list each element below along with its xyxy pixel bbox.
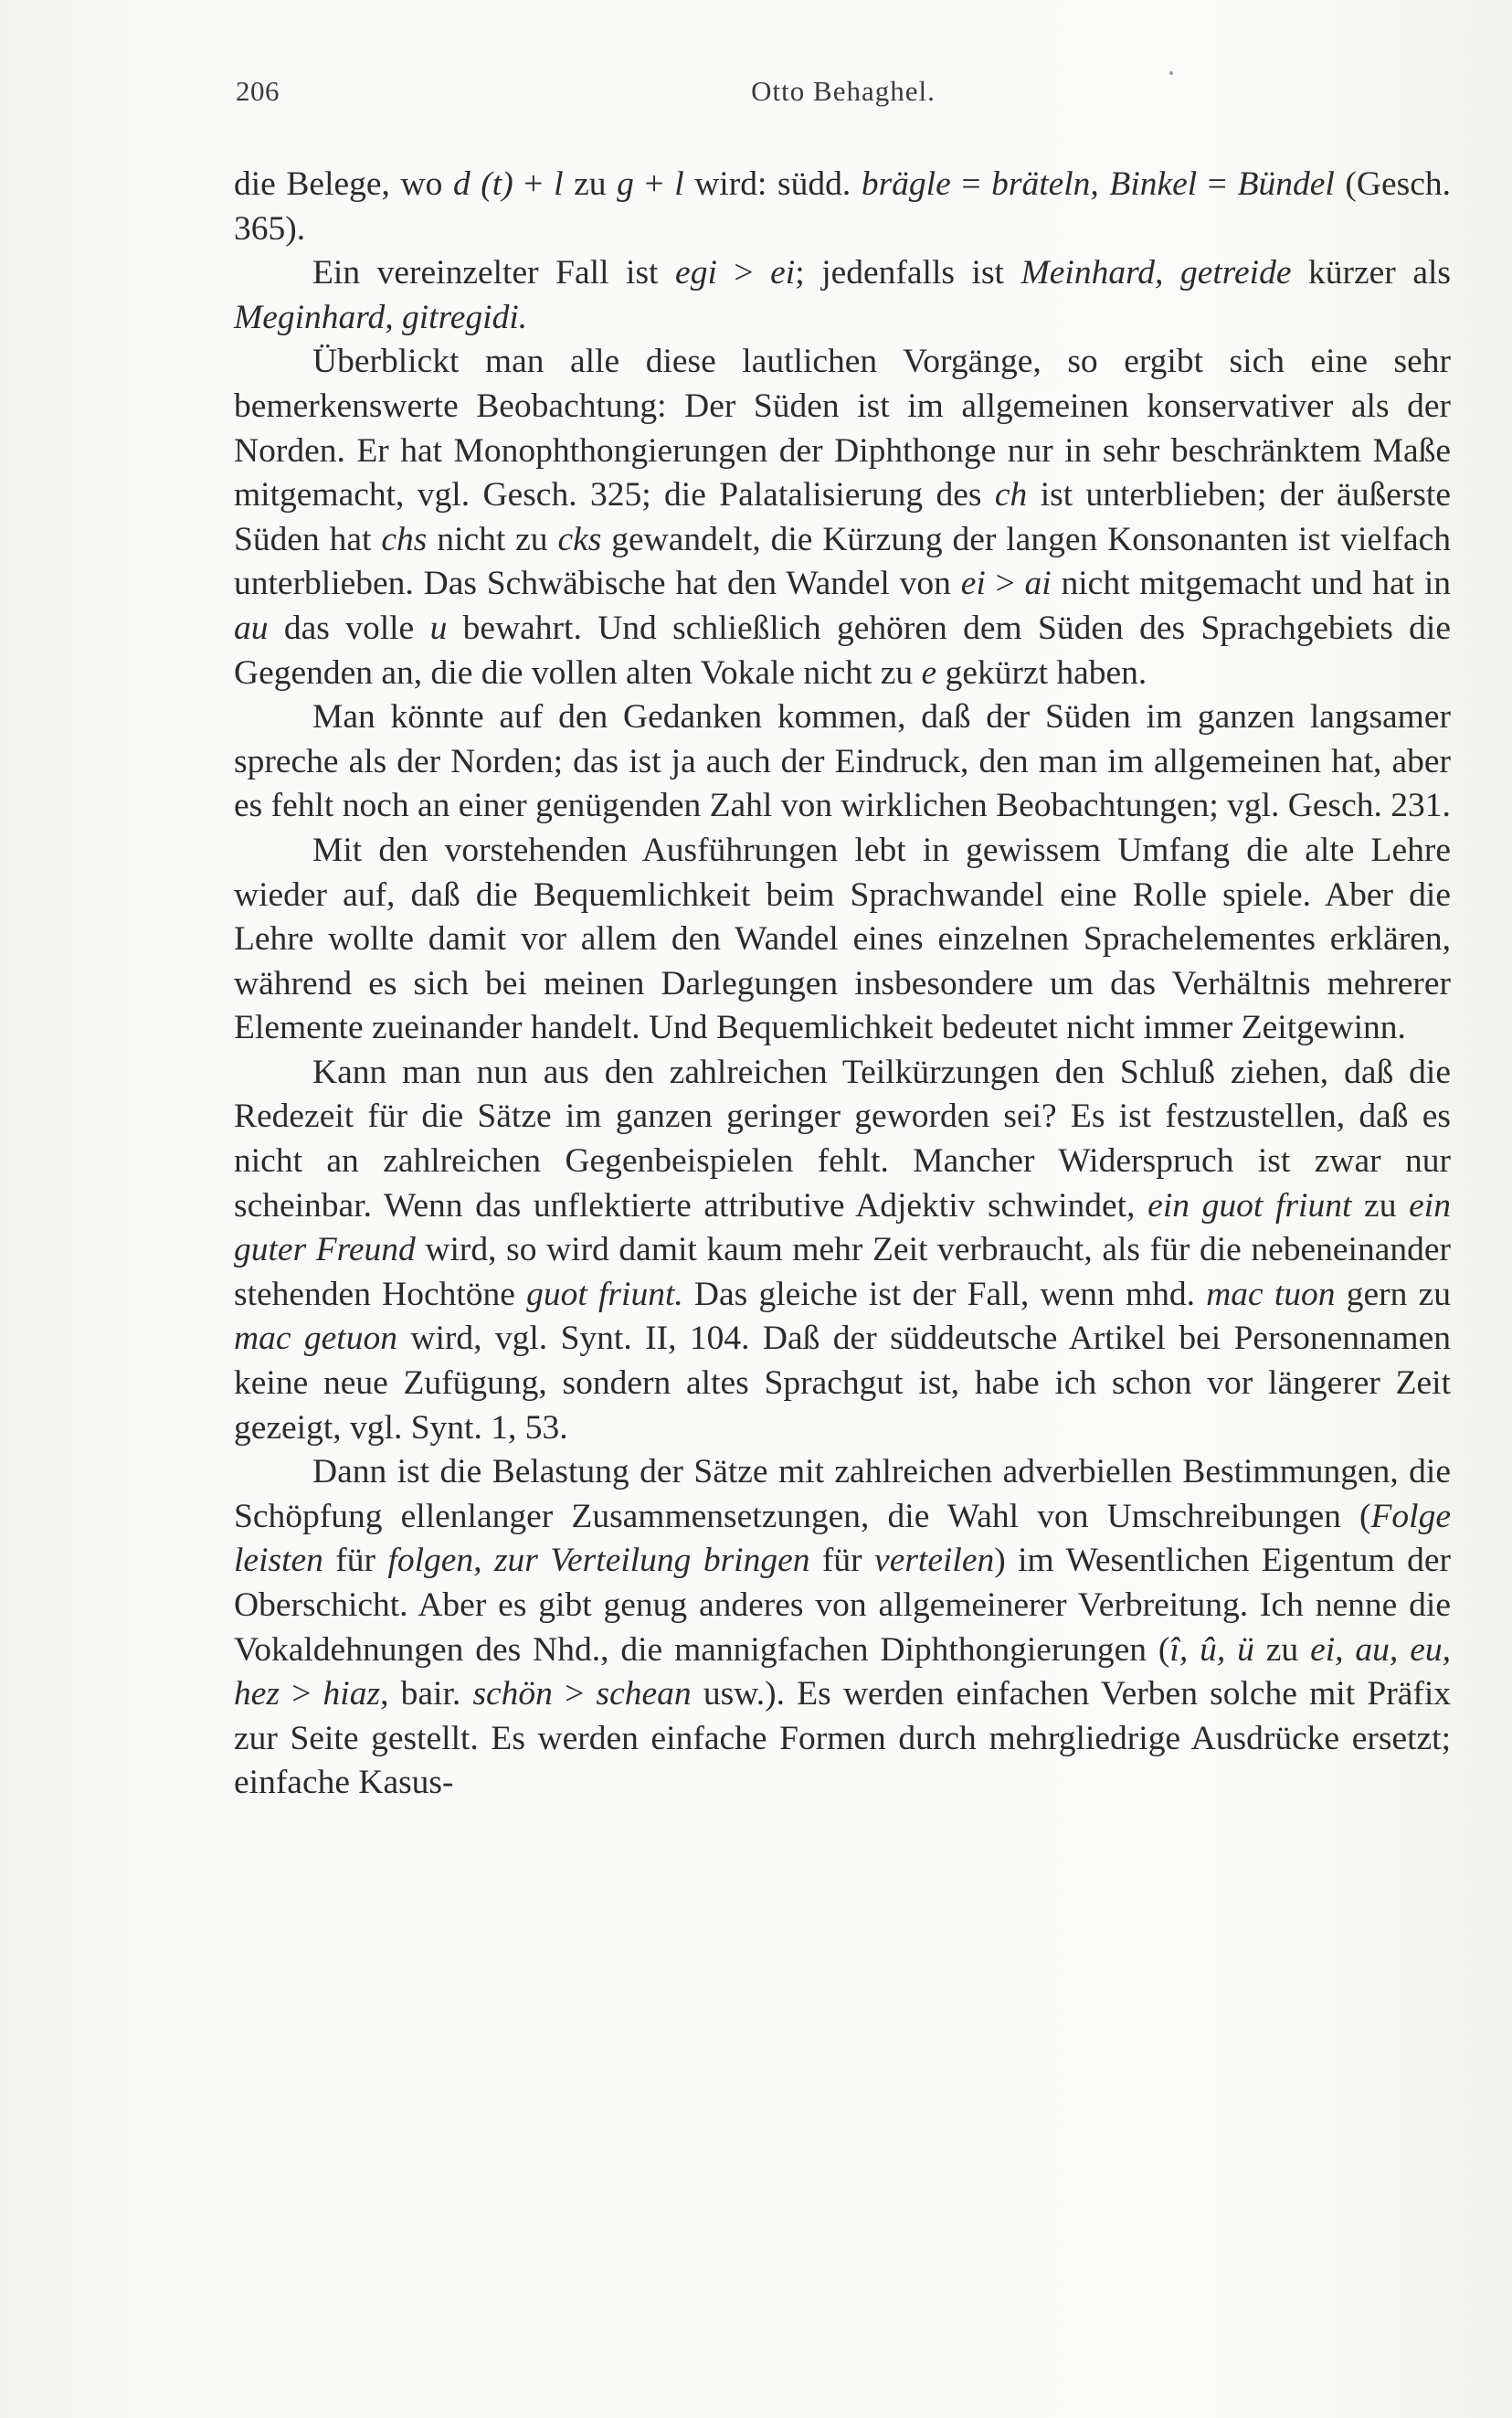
text-run: , bair.: [380, 1675, 473, 1713]
text-run: (Gesch. 365).: [234, 165, 1451, 248]
text-run: Mit den vorstehenden Ausführungen lebt in gewissem Umfang die alte Lehre wieder auf, daß die Bequemlichkeit beim Sprachwandel eine Rolle spiele. Aber die Lehre wollte damit vor allem den Wandel eines einzelnen Sprachelementes erklären, während es sich bei meinen Darlegungen insbesondere um das Verhältnis mehrerer Elemente zueinander handelt. Und Bequemlichkeit bedeutet nicht immer Zeitgewinn.: [234, 831, 1451, 1047]
italic-term: e: [921, 653, 937, 692]
text-run: Kann man nun aus den zahlreichen Teilkürzungen den Schluß ziehen, daß die Redezeit für die Sätze im ganzen geringer geworden sei? Es ist festzustellen, daß es nicht an zahlreichen Gegenbeispielen fehlt. Mancher Widerspruch ist zwar nur scheinbar. Wenn das unflektierte attributive Adjektiv schwindet,: [234, 1053, 1451, 1225]
italic-term: ai: [1024, 565, 1052, 603]
italic-term: d (t): [452, 165, 513, 203]
italic-term: guot friunt.: [526, 1275, 683, 1313]
italic-term: hiaz: [322, 1675, 381, 1713]
text-run: >: [985, 565, 1025, 603]
text-run: >: [552, 1675, 597, 1713]
text-run: >: [716, 254, 771, 292]
text-run: bewahrt. Und schließlich gehören dem Süden des Sprachgebiets die Gegenden an, die die vollen alten Vokale nicht zu: [234, 609, 1451, 692]
page-number: 206: [236, 75, 280, 107]
text-run: wird, vgl. Synt. II, 104. Daß der süddeutsche Artikel bei Personennamen keine neue Zufügung, sondern altes Sprachgut ist, habe ich schon vor längerer Zeit gezeigt, vgl. Synt. 1, 53.: [234, 1320, 1451, 1447]
text-run: gewandelt, die Kürzung der langen Konsonanten ist vielfach unterblieben. Das Schwäbische hat den Wandel von: [234, 520, 1451, 603]
italic-term: î, û, ü: [1169, 1630, 1254, 1669]
text-run: zu: [1351, 1186, 1410, 1225]
italic-term: schean: [596, 1675, 692, 1713]
text-run: Ein vereinzelter Fall ist: [312, 254, 676, 292]
text-run: Dann ist die Belastung der Sätze mit zahlreichen adverbiellen Bestimmungen, die Schöpfung ellenlanger Zusammensetzungen, die Wahl von Umschreibungen (: [234, 1453, 1451, 1535]
text-run: zu: [563, 165, 618, 203]
italic-term: ein guter Freund: [234, 1186, 1451, 1269]
text-run: ) im Wesentlichen Eigentum der Oberschicht. Aber es gibt genug anderes von allgemeinerer Verbreitung. Ich nenne die Vokaldehnungen des Nhd., die mannigfachen Diphthongierungen (: [234, 1542, 1452, 1669]
italic-term: folgen, zur Verteilung bringen: [387, 1542, 810, 1580]
paragraph: [234, 340, 1451, 695]
text-run: ist unterblieben; der äußerste Süden hat: [234, 476, 1451, 558]
italic-term: ei: [770, 254, 796, 292]
text-run: Man könnte auf den Gedanken kommen, daß der Süden im ganzen langsamer spreche als der Norden; das ist ja auch der Eindruck, den man im allgemeinen hat, aber es fehlt noch an einer genügenden Zahl von wirklichen Beobachtungen; vgl. Gesch. 231.: [234, 698, 1451, 825]
italic-term: Meinhard, getreide: [1020, 254, 1292, 292]
italic-term: ei: [960, 565, 986, 603]
italic-term: mac tuon: [1206, 1275, 1336, 1313]
paragraph: [234, 163, 1451, 251]
body-text: [234, 163, 1451, 1806]
italic-term: ei, au, eu, hez: [234, 1630, 1451, 1713]
paragraph: [234, 829, 1451, 1051]
text-run: nicht mitgemacht und hat in: [1051, 565, 1451, 603]
italic-term: egi: [675, 254, 717, 292]
running-title: Otto Behaghel.: [751, 75, 936, 107]
italic-term: cks: [557, 520, 602, 558]
text-run: gern zu: [1335, 1275, 1451, 1313]
text-run: zu: [1253, 1630, 1311, 1669]
text-run: gekürzt haben.: [936, 653, 1147, 692]
text-run: wird, so wird damit kaum mehr Zeit verbraucht, als für die nebeneinander stehenden Hochtöne: [234, 1231, 1451, 1313]
italic-term: brägle: [861, 165, 951, 203]
paragraph: [234, 251, 1451, 340]
paragraph: [234, 1051, 1451, 1450]
text-run: das volle: [268, 609, 430, 647]
italic-term: Bündel: [1237, 165, 1335, 203]
text-run: =: [950, 165, 992, 203]
italic-term: Meginhard, gitregidi.: [234, 298, 528, 336]
italic-term: ch: [994, 476, 1028, 514]
italic-term: chs: [381, 520, 428, 558]
paragraph: [234, 1450, 1451, 1806]
text-run: ; jedenfalls ist: [795, 254, 1021, 292]
italic-term: l: [554, 165, 564, 203]
italic-term: u: [429, 609, 448, 647]
italic-term: bräteln, Binkel: [991, 165, 1198, 203]
italic-term: l: [674, 165, 684, 203]
italic-term: mac getuon: [234, 1320, 397, 1358]
paragraph: [234, 695, 1451, 829]
text-run: usw.). Es werden einfachen Verben solche mit Präfix zur Seite gestellt. Es werden einfache Formen durch mehrgliedrige Ausdrücke ersetzt; einfache Kasus-: [234, 1675, 1451, 1802]
text-run: =: [1197, 165, 1238, 203]
text-run: Überblickt man alle diese lautlichen Vorgänge, so ergibt sich eine sehr bemerkenswerte Beobachtung: Der Süden ist im allgemeinen konservativer als der Norden. Er hat Monophthongierungen der Diphthonge nur in sehr beschränktem Maße mitgemacht, vgl. Gesch. 325; die Palatalisierung des: [234, 343, 1451, 514]
text-run: nicht zu: [427, 520, 558, 558]
text-run: >: [280, 1675, 323, 1713]
text-run: für: [809, 1542, 875, 1580]
italic-term: schön: [472, 1675, 553, 1713]
italic-term: g: [617, 165, 634, 203]
text-run: die Belege, wo: [234, 165, 453, 203]
text-run: +: [633, 165, 675, 203]
italic-term: verteilen: [874, 1542, 995, 1580]
text-run: Das gleiche ist der Fall, wenn mhd.: [682, 1275, 1207, 1313]
italic-term: ein guot friunt: [1147, 1186, 1352, 1225]
italic-term: au: [234, 609, 269, 647]
text-run: kürzer als: [1291, 254, 1452, 292]
text-run: für: [322, 1542, 388, 1580]
italic-term: Folge leisten: [234, 1497, 1451, 1580]
text-run: +: [513, 165, 555, 203]
running-head: [236, 75, 1451, 121]
text-run: wird: südd.: [683, 165, 862, 203]
